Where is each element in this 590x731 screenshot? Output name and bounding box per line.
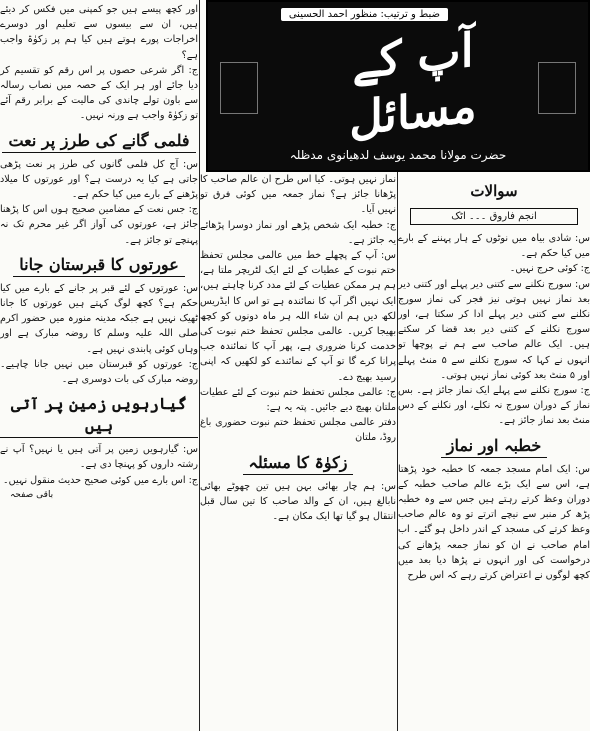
answer: ج: عالمی مجلس تحفظ ختم نبوت کے لئے عطیات ملتان بھیج دیے جائیں۔ پتہ یہ ہے:: [200, 386, 396, 414]
answer: ج: سورج نکلنے سے پہلے ایک نماز جائز ہے۔ بس نماز کے دوران سورج نہ نکلے، اور نکلنے کے دس منٹ بعد نماز جائز ہے۔: [398, 385, 590, 427]
section-heading: سوالات: [470, 182, 518, 200]
right-column: [398, 174, 590, 731]
continued-note: باقی صفحہ: [10, 489, 54, 500]
ornament: [538, 62, 576, 114]
section-heading: خطبہ اور نماز: [441, 435, 548, 458]
question: س: ہم چار بھائی بہن ہیں تین چھوٹے بھائی نابالغ ہیں، ان کے والد صاحب کا تین سال قبل انتقال ہو گیا تھا ایک مکان ہے۔: [200, 480, 396, 523]
section-heading: فلمی گانے کی طرز پر نعت: [2, 130, 195, 153]
question: س: آپ کے پچھلے خط میں عالمی مجلس تحفظ ختم نبوت کے عطیات کے لئے ایک لٹریچر ملتا ہے، ہم ہر ممکن عطیات کے لئے مدد کرنا چاہتے ہیں، ایک نہیں اگر آپ کا نمائندہ ہے تو اس کا ایڈریس لکھ دیں ہم ان شاء اللہ ہر ماہ دونوں کو کچھ بھیجا کریں۔ عالمی مجلس تحفظ ختم نبوت کی خدمت کرنا ضروری ہے، پھر آپ کا نمائندہ جب پرانا کرے گا تو آپ کے نمائندے کو لکھیں کہ اپنی رسید بھیج دے۔: [200, 250, 396, 383]
answer: ج: اگر شرعی حصوں پر اس رقم کو تقسیم کر دیا جائے اور ہر ایک کے حصہ میں نصاب رسالہ سے باون تولے چاندی کی مالیت کے برابر رقم آئے تو زکوٰۃ واجب ہے ورنہ نہیں۔: [0, 64, 198, 122]
compiler-credit: ضبط و ترتیب: منظور احمد الحسینی: [281, 8, 448, 21]
question: س: آج کل فلمی گانوں کی طرز پر نعت پڑھی جاتی ہے کیا یہ درست ہے؟ اور عورتوں کا میلاد پڑھنے کے بارے میں کیا حکم ہے۔: [0, 158, 198, 201]
feature-banner: [206, 0, 590, 172]
section-heading: عورتوں کا قبرستان جانا: [13, 254, 184, 277]
question: س: سورج نکلنے سے کتنی دیر پہلے اور کتنی دیر بعد نماز نہیں ہوتی نیز فجر کی نماز سورج نکلنے سے کتنی دیر پہلے ادا کر سکتا ہے، اور سورج نکلنے کے کتنی دیر بعد قضا کر سکتے ہیں۔ ایک عالم صاحب سے ہم نے پوچھا تو انہوں نے کہا کہ سورج نکلنے سے ۵ منٹ پہلے اور ۵ منٹ بعد کوئی نماز نہیں ہوتی۔: [398, 278, 590, 381]
answer: ج: عورتوں کو قبرستان میں نہیں جانا چاہیے۔ روضہ مبارک کی بات دوسری ہے۔: [0, 358, 198, 386]
answer: ج: کوئی حرج نہیں۔: [509, 263, 590, 275]
question: س: عورتوں کے لئے قبر پر جانے کے بارے میں کیا حکم ہے؟ کچھ لوگ کہتے ہیں عورتوں کا جانا ٹھیک نہیں ہے جبکہ مدینہ منورہ میں حضور اکرم صلی اللہ علیہ وسلم کا روضہ مبارک ہے اور وہاں کوئی پابندی نہیں ہے۔: [0, 282, 198, 355]
left-column: [0, 2, 198, 731]
answer: ج: جس نعت کے مضامین صحیح ہوں اس کا پڑھنا جائز ہے، عورتوں کی آواز اگر غیر محرم تک نہ پہنچے تو جائز ہے۔: [0, 204, 198, 246]
answer: ج: خطبہ ایک شخص پڑھے اور نماز دوسرا پڑھائے یہ جائز ہے۔: [200, 219, 396, 246]
paragraph: نماز نہیں ہوتی۔ کیا اس طرح ان عالم صاحب کا پڑھانا جائز ہے؟ نماز جمعہ میں کوئی فرق تو نہیں آیا۔: [200, 174, 396, 216]
middle-column: [200, 172, 396, 731]
banner-title: آپ کے مسائل: [349, 22, 477, 146]
questioner-box: انجم فاروق ۔۔۔ اٹک: [410, 208, 578, 225]
question: س: ایک امام مسجد جمعہ کا خطبہ خود پڑھتا ہے، اس سے ایک بڑے عالم صاحب خطبہ کے دوران وعظ کرتے رہتے ہیں جس سے وہ خطبہ پڑھ کر منبر سے نیچے اترتے تو وہ عالم صاحب وعظ کرتے کی مسجد کے اندر داخل ہو گئے۔ اب امام صاحب نے ان کو نماز جمعہ پڑھانے کی درخواست کی اور انہوں نے پڑھا دیا بعد میں کچھ لوگوں نے اعتراض کرتے رہے کہ اس طرح: [398, 463, 590, 582]
paragraph: اور کچھ پیسے ہیں جو کمپنی میں فکس کر دیئے ہیں، ان سے بیسوں سے تعلیم اور دوسرے اخراجات پورے ہوتے ہیں کیا ہم پر زکوٰۃ واجب ہے؟: [0, 4, 198, 61]
section-heading: گیارہویں زمین پر آتی ہیں: [0, 393, 198, 438]
question: س: گیارہویں زمین پر آتی ہیں یا نہیں؟ آپ نے رشتہ داروں کو پہنچا دی ہے۔: [0, 444, 198, 471]
answer: ج: اس بارے میں کوئی صحیح حدیث منقول نہیں۔: [3, 474, 198, 486]
ornament: [220, 62, 258, 114]
question: س: شادی بیاہ میں نوٹوں کے ہار پہننے کے بارے میں کیا حکم ہے۔: [398, 233, 590, 260]
section-heading: زکوٰۃ کا مسئلہ: [243, 452, 354, 475]
author-credit: حضرت مولانا محمد یوسف لدھیانوی مدظلہ: [289, 148, 507, 162]
address: دفتر عالمی مجلس تحفظ ختم نبوت حضوری باغ روڈ، ملتان: [200, 417, 396, 444]
